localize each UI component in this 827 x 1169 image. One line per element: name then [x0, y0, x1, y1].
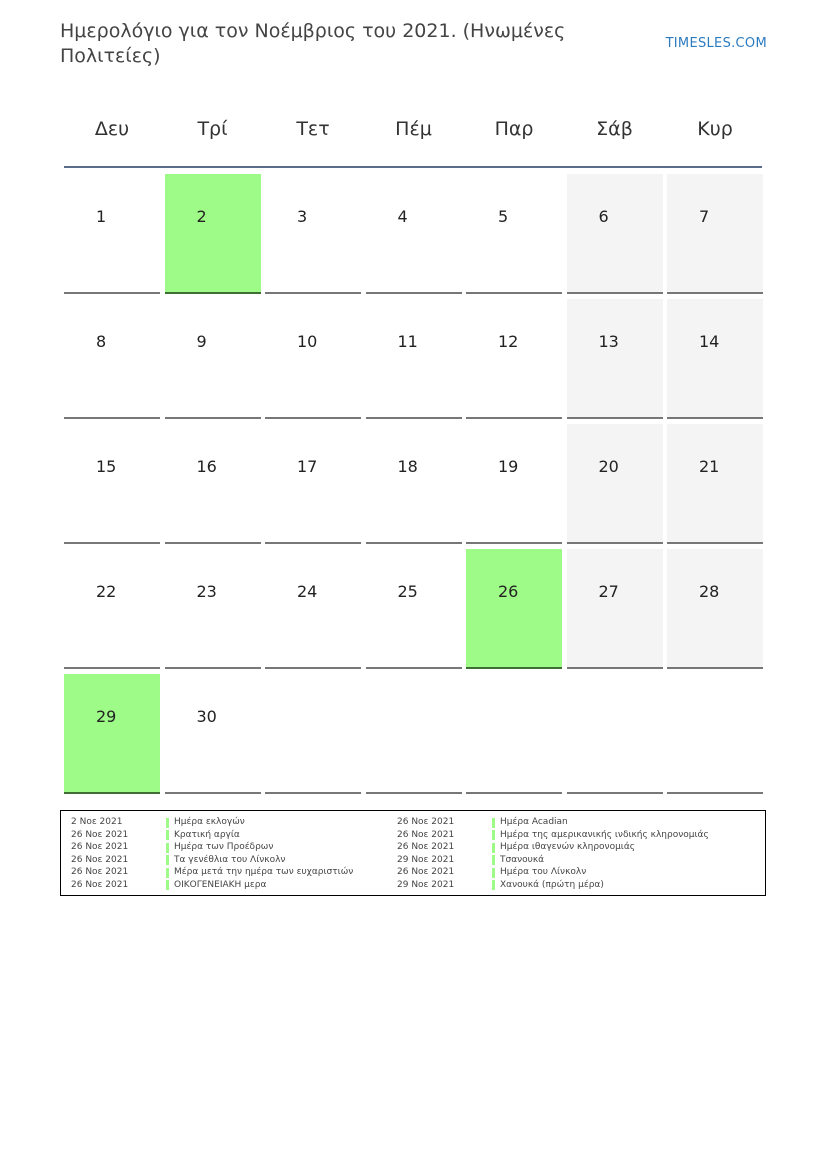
- day-number: 30: [196, 707, 217, 726]
- cell-background: [265, 424, 361, 543]
- legend-item: [397, 829, 737, 842]
- cell-background: [667, 299, 763, 418]
- cell-divider: [466, 292, 562, 294]
- legend-holiday-name: ΟΙΚΟΓΕΝΕΙΑΚΗ μερα: [174, 879, 267, 890]
- day-number: 22: [96, 582, 117, 601]
- legend-item: [397, 816, 737, 829]
- legend-column-right: [397, 816, 737, 891]
- cell-background: [667, 674, 763, 793]
- holiday-color-marker: [166, 880, 169, 890]
- holiday-legend: [60, 810, 766, 896]
- holiday-color-marker: [492, 880, 495, 890]
- empty-cell: [265, 674, 361, 794]
- day-number: 24: [297, 582, 318, 601]
- cell-divider: [366, 292, 462, 294]
- day-number: 7: [699, 207, 710, 226]
- day-cell[interactable]: [165, 674, 261, 794]
- cell-divider: [165, 292, 261, 294]
- legend-item: [71, 816, 411, 829]
- legend-holiday-name: Κρατική αργία: [174, 829, 240, 840]
- legend-item: [397, 841, 737, 854]
- day-number: 10: [297, 332, 318, 351]
- holiday-color-marker: [492, 830, 495, 840]
- legend-holiday-name: Μέρα μετά την ημέρα των ευχαριστιών: [174, 867, 354, 877]
- day-cell[interactable]: [466, 424, 562, 544]
- legend-item: [397, 879, 737, 892]
- legend-holiday-name: Χανουκά (πρώτη μέρα): [500, 879, 604, 890]
- cell-divider: [567, 542, 663, 544]
- legend-date: 29 Νοε 2021: [397, 879, 455, 890]
- cell-divider: [64, 667, 160, 669]
- cell-divider: [366, 542, 462, 544]
- legend-date: 26 Νοε 2021: [71, 829, 129, 840]
- legend-holiday-name: Ημέρα του Λίνκολν: [500, 867, 587, 877]
- cell-background: [64, 174, 160, 293]
- cell-divider: [165, 417, 261, 419]
- weekday-label: Σάβ: [596, 118, 633, 140]
- holiday-color-marker: [492, 843, 495, 853]
- cell-background: [366, 424, 462, 543]
- day-number: 17: [297, 457, 318, 476]
- cell-divider: [366, 417, 462, 419]
- cell-background: [567, 299, 663, 418]
- cell-divider: [667, 792, 763, 794]
- day-number: 9: [196, 332, 207, 351]
- cell-background: [366, 674, 462, 793]
- cell-divider: [466, 542, 562, 544]
- cell-divider: [366, 792, 462, 794]
- cell-background: [567, 674, 663, 793]
- cell-divider: [165, 792, 261, 794]
- cell-background: [165, 674, 261, 793]
- day-number: 27: [598, 582, 619, 601]
- legend-date: 26 Νοε 2021: [71, 854, 129, 865]
- cell-background: [466, 549, 562, 668]
- cell-background: [667, 549, 763, 668]
- day-cell[interactable]: [366, 549, 462, 669]
- day-number: 11: [397, 332, 418, 351]
- holiday-color-marker: [166, 830, 169, 840]
- cell-divider: [165, 542, 261, 544]
- weekday-label: Τρί: [197, 118, 228, 140]
- day-number: 18: [397, 457, 418, 476]
- holiday-color-marker: [492, 818, 495, 828]
- cell-divider: [265, 292, 361, 294]
- cell-divider: [567, 417, 663, 419]
- page-title: Ημερολόγιο για τον Νοέμβριος του 2021. (Ηνωμένες Πολιτείες): [60, 20, 566, 67]
- cell-divider: [64, 792, 160, 794]
- day-number: 25: [397, 582, 418, 601]
- legend-date: 26 Νοε 2021: [71, 879, 129, 890]
- day-number: 13: [598, 332, 619, 351]
- holiday-color-marker: [166, 843, 169, 853]
- legend-date: 26 Νοε 2021: [397, 817, 455, 827]
- empty-cell: [567, 674, 663, 794]
- weekday-label: Παρ: [494, 118, 534, 140]
- day-number: 8: [96, 332, 107, 351]
- cell-divider: [366, 667, 462, 669]
- cell-background: [64, 299, 160, 418]
- legend-holiday-name: Τσανουκά: [500, 854, 545, 865]
- day-cell[interactable]: [165, 299, 261, 419]
- legend-holiday-name: Ημέρα των Προέδρων: [174, 842, 274, 852]
- legend-item: [71, 841, 411, 854]
- day-number: 2: [196, 207, 207, 226]
- cell-divider: [265, 542, 361, 544]
- day-number: 15: [96, 457, 117, 476]
- cell-divider: [667, 542, 763, 544]
- legend-date: 29 Νοε 2021: [397, 854, 455, 865]
- day-number: 4: [397, 207, 408, 226]
- cell-divider: [567, 792, 663, 794]
- legend-item: [397, 866, 737, 879]
- day-cell[interactable]: [567, 549, 663, 669]
- weekday-label: Τετ: [296, 118, 330, 140]
- day-cell[interactable]: [366, 174, 462, 294]
- weekday-label: Κυρ: [697, 118, 733, 140]
- day-cell[interactable]: [265, 424, 361, 544]
- cell-background: [466, 174, 562, 293]
- day-number: 1: [96, 207, 107, 226]
- cell-background: [64, 549, 160, 668]
- day-number: 14: [699, 332, 720, 351]
- cell-background: [265, 549, 361, 668]
- day-number: 5: [498, 207, 509, 226]
- day-cell[interactable]: [667, 549, 763, 669]
- cell-background: [366, 174, 462, 293]
- day-number: 19: [498, 457, 519, 476]
- cell-divider: [64, 292, 160, 294]
- cell-divider: [466, 792, 562, 794]
- cell-divider: [265, 792, 361, 794]
- cell-background: [366, 549, 462, 668]
- cell-background: [165, 424, 261, 543]
- day-cell[interactable]: [667, 299, 763, 419]
- day-number: 28: [699, 582, 720, 601]
- day-cell[interactable]: [667, 424, 763, 544]
- cell-background: [567, 549, 663, 668]
- legend-holiday-name: Ημέρα της αμερικανικής ινδικής κληρονομιάς: [500, 829, 709, 840]
- day-number: 21: [699, 457, 720, 476]
- holiday-color-marker: [166, 818, 169, 828]
- day-cell[interactable]: [265, 299, 361, 419]
- day-number: 6: [598, 207, 609, 226]
- cell-divider: [567, 292, 663, 294]
- holiday-color-marker: [166, 868, 169, 878]
- legend-holiday-name: Τα γενέθλια του Λίνκολν: [174, 854, 286, 865]
- cell-background: [466, 424, 562, 543]
- day-cell[interactable]: [265, 174, 361, 294]
- cell-background: [466, 299, 562, 418]
- day-cell[interactable]: [466, 549, 562, 669]
- cell-background: [64, 674, 160, 793]
- cell-divider: [667, 417, 763, 419]
- header-divider: [64, 166, 762, 168]
- holiday-color-marker: [166, 855, 169, 865]
- day-cell[interactable]: [265, 549, 361, 669]
- day-cell[interactable]: [64, 549, 160, 669]
- day-number: 3: [297, 207, 308, 226]
- weekday-header: [64, 110, 762, 150]
- legend-date: 26 Νοε 2021: [71, 867, 129, 877]
- day-cell[interactable]: [165, 549, 261, 669]
- cell-divider: [265, 417, 361, 419]
- empty-cell: [466, 674, 562, 794]
- legend-date: 26 Νοε 2021: [397, 829, 455, 840]
- cell-divider: [265, 667, 361, 669]
- legend-column-left: [71, 816, 411, 891]
- day-number: 16: [196, 457, 217, 476]
- site-link[interactable]: TIMESLES.COM: [665, 36, 767, 51]
- legend-item: [71, 829, 411, 842]
- legend-holiday-name: Ημέρα Acadian: [500, 817, 568, 827]
- cell-divider: [466, 667, 562, 669]
- cell-background: [567, 174, 663, 293]
- cell-background: [567, 424, 663, 543]
- legend-holiday-name: Ημέρα εκλογών: [174, 817, 245, 827]
- cell-background: [165, 174, 261, 293]
- day-number: 23: [196, 582, 217, 601]
- day-cell[interactable]: [667, 174, 763, 294]
- day-cell[interactable]: [64, 299, 160, 419]
- day-cell[interactable]: [466, 174, 562, 294]
- day-cell[interactable]: [64, 424, 160, 544]
- cell-divider: [64, 417, 160, 419]
- day-number: 26: [498, 582, 519, 601]
- day-number: 12: [498, 332, 519, 351]
- day-cell[interactable]: [567, 424, 663, 544]
- cell-background: [165, 299, 261, 418]
- day-cell[interactable]: [165, 424, 261, 544]
- cell-divider: [64, 542, 160, 544]
- cell-divider: [667, 292, 763, 294]
- legend-holiday-name: Ημέρα ιθαγενών κληρονομιάς: [500, 842, 636, 852]
- cell-background: [667, 174, 763, 293]
- day-cell[interactable]: [64, 674, 160, 794]
- holiday-color-marker: [492, 868, 495, 878]
- weekday-label: Πέμ: [395, 118, 432, 140]
- cell-divider: [165, 667, 261, 669]
- legend-item: [71, 879, 411, 892]
- legend-date: 26 Νοε 2021: [397, 867, 455, 877]
- day-cell[interactable]: [366, 424, 462, 544]
- cell-background: [366, 299, 462, 418]
- cell-background: [667, 424, 763, 543]
- day-cell[interactable]: [366, 299, 462, 419]
- cell-background: [265, 674, 361, 793]
- legend-item: [397, 854, 737, 867]
- day-number: 29: [96, 707, 117, 726]
- cell-divider: [466, 417, 562, 419]
- legend-date: 26 Νοε 2021: [397, 842, 455, 852]
- cell-background: [466, 674, 562, 793]
- day-cell[interactable]: [567, 299, 663, 419]
- day-cell[interactable]: [466, 299, 562, 419]
- legend-item: [71, 854, 411, 867]
- legend-item: [71, 866, 411, 879]
- day-cell[interactable]: [64, 174, 160, 294]
- empty-cell: [366, 674, 462, 794]
- cell-background: [165, 549, 261, 668]
- legend-date: 2 Νοε 2021: [71, 817, 123, 827]
- day-number: 20: [598, 457, 619, 476]
- cell-divider: [567, 667, 663, 669]
- cell-background: [265, 174, 361, 293]
- weekday-label: Δευ: [94, 118, 130, 140]
- cell-background: [265, 299, 361, 418]
- day-cell[interactable]: [567, 174, 663, 294]
- cell-divider: [667, 667, 763, 669]
- cell-background: [64, 424, 160, 543]
- empty-cell: [667, 674, 763, 794]
- day-cell[interactable]: [165, 174, 261, 294]
- legend-date: 26 Νοε 2021: [71, 842, 129, 852]
- holiday-color-marker: [492, 855, 495, 865]
